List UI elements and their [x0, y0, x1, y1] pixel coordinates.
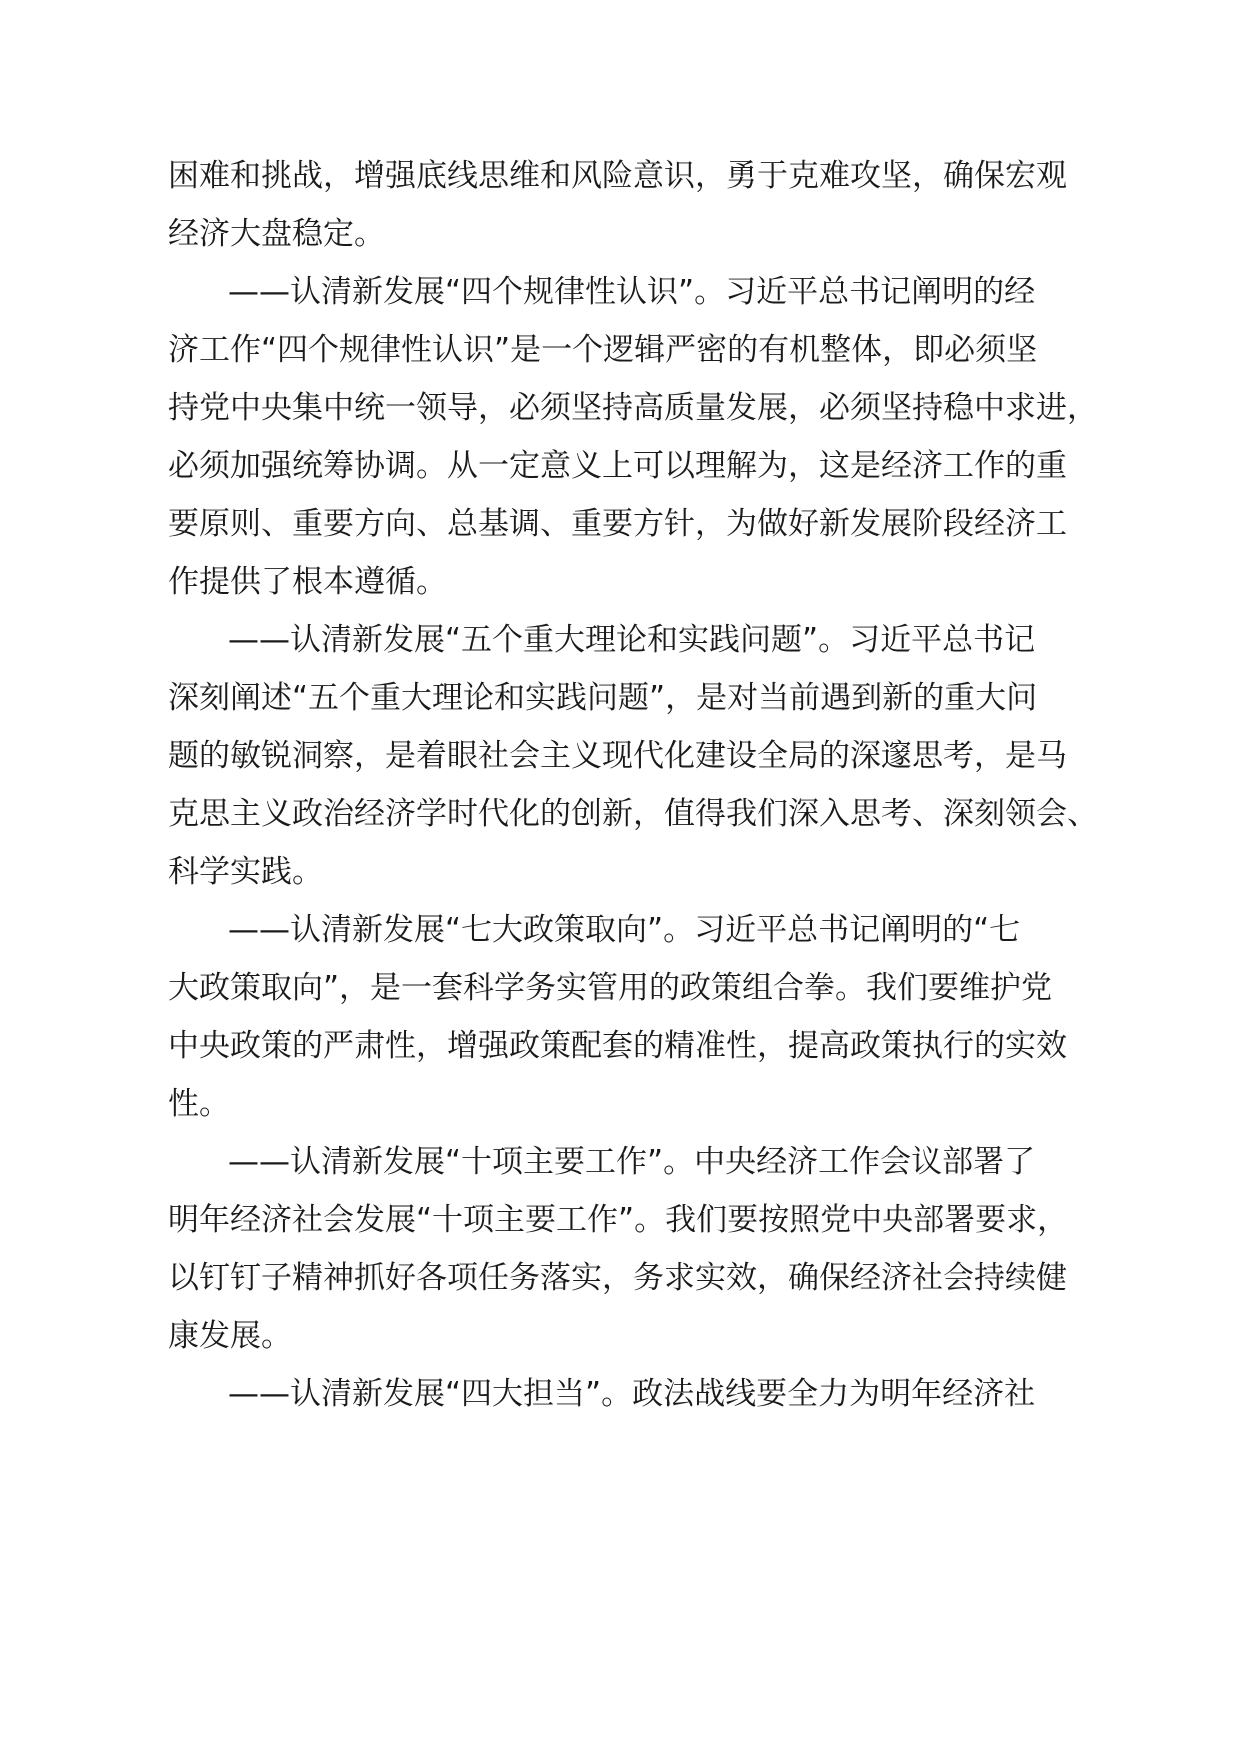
text-line: 深刻阐述“五个重大理论和实践问题”，是对当前遇到新的重大问 [168, 680, 1038, 716]
text-line: 中央政策的严肃性，增强政策配套的精准性，提高政策执行的实效 [168, 1028, 1067, 1064]
paragraph-start-line: ——认清新发展“四个规律性认识”。习近平总书记阐明的经 [228, 274, 1036, 310]
text-line: 持党中央集中统一领导，必须坚持高质量发展，必须坚持稳中求进， [168, 390, 1098, 426]
text-line: 康发展。 [168, 1318, 292, 1354]
text-line: 大政策取向”，是一套科学务实管用的政策组合拳。我们要维护党 [168, 970, 1053, 1006]
text-line: 科学实践。 [168, 854, 323, 890]
text-line: 明年经济社会发展“十项主要工作”。我们要按照党中央部署要求， [168, 1202, 1069, 1238]
text-line: 作提供了根本遵循。 [168, 564, 447, 600]
text-line: 济工作“四个规律性认识”是一个逻辑严密的有机整体，即必须坚 [168, 332, 1038, 368]
text-line: 必须加强统筹协调。从一定意义上可以理解为，这是经济工作的重 [168, 448, 1067, 484]
text-line: 经济大盘稳定。 [168, 216, 385, 252]
text-line: 困难和挑战，增强底线思维和风险意识，勇于克难攻坚，确保宏观 [168, 158, 1067, 194]
paragraph-start-line: ——认清新发展“四大担当”。政法战线要全力为明年经济社 [228, 1376, 1036, 1412]
paragraph-start-line: ——认清新发展“十项主要工作”。中央经济工作会议部署了 [228, 1144, 1036, 1180]
text-line: 以钉钉子精神抓好各项任务落实，务求实效，确保经济社会持续健 [168, 1260, 1067, 1296]
text-line: 克思主义政治经济学时代化的创新，值得我们深入思考、深刻领会、 [168, 796, 1098, 832]
paragraph-start-line: ——认清新发展“五个重大理论和实践问题”。习近平总书记 [228, 622, 1036, 658]
text-line: 要原则、重要方向、总基调、重要方针，为做好新发展阶段经济工 [168, 506, 1067, 542]
paragraph-start-line: ——认清新发展“七大政策取向”。习近平总书记阐明的“七 [228, 912, 1021, 948]
text-line: 题的敏锐洞察，是着眼社会主义现代化建设全局的深邃思考，是马 [168, 738, 1067, 774]
text-line: 性。 [168, 1086, 230, 1122]
